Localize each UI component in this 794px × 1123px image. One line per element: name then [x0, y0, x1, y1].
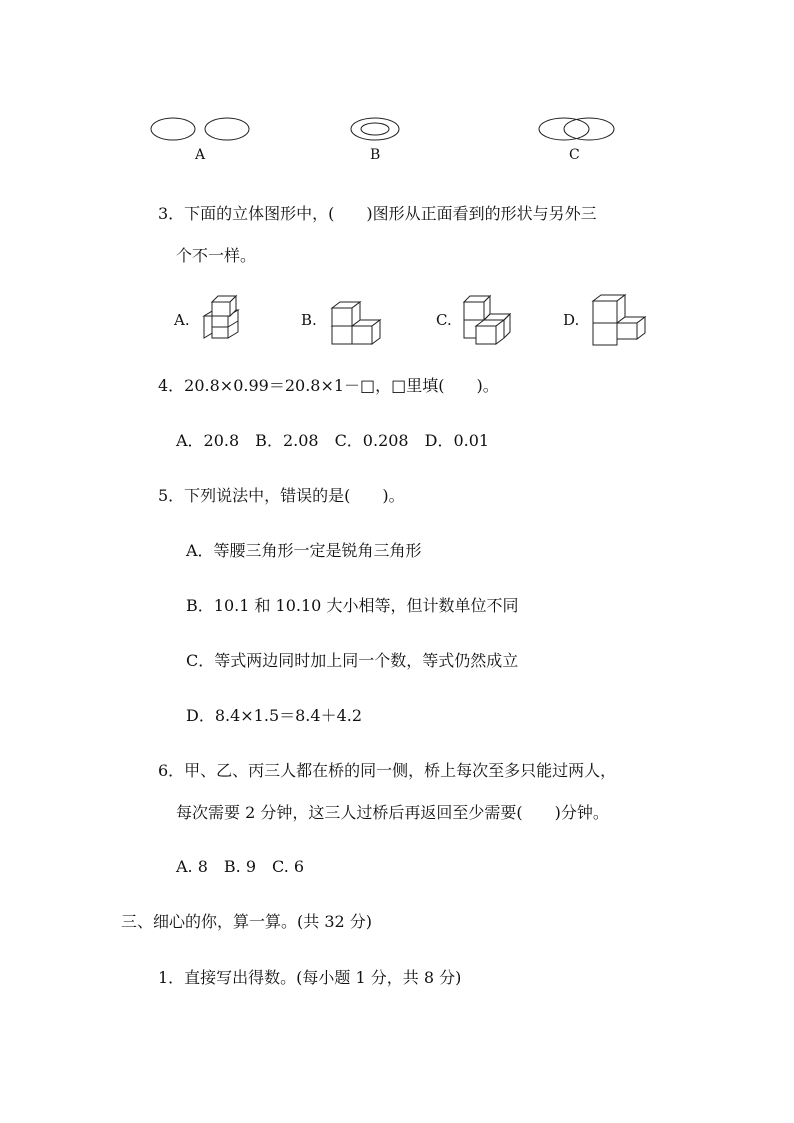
q4-stem: 4．20.8×0.99＝20.8×1－□，□里填( )。 [158, 376, 499, 395]
q3-option-c-label: C. [436, 311, 452, 329]
q2-option-a-figure [150, 117, 252, 143]
q3-option-b-label: B. [301, 311, 317, 329]
q2-a-ellipse-left [151, 118, 195, 140]
q6-stem-line2: 每次需要 2 分钟，这三人过桥后再返回至少需要( )分钟。 [176, 803, 609, 822]
q3-option-c-figure [462, 294, 512, 346]
q2-a-ellipse-right [205, 118, 249, 140]
q2-b-ellipse-inner [361, 123, 389, 135]
section3-q1: 1．直接写出得数。(每小题 1 分，共 8 分) [158, 968, 462, 987]
q4-options: A．20.8 B．2.08 C．0.208 D．0.01 [176, 431, 490, 450]
q2-label-b: B [370, 147, 381, 163]
q6-stem-line1: 6．甲、乙、丙三人都在桥的同一侧，桥上每次至多只能过两人， [158, 761, 617, 780]
q3-option-d-figure [591, 293, 649, 347]
q2-b-ellipse-outer [351, 118, 399, 140]
q2-label-c: C [569, 147, 580, 163]
q2-option-b-figure [350, 117, 400, 143]
q3-option-a-figure [202, 296, 250, 344]
q3-option-d-label: D. [563, 311, 580, 329]
q2-label-a: A [195, 147, 206, 163]
section3-title: 三、细心的你，算一算。(共 32 分) [121, 912, 373, 931]
q3-stem-line1: 3．下面的立体图形中，( )图形从正面看到的形状与另外三 [158, 204, 597, 223]
q5-option-a: A．等腰三角形一定是锐角三角形 [186, 541, 422, 560]
q5-stem: 5．下列说法中，错误的是( )。 [158, 486, 405, 505]
q5-option-c: C．等式两边同时加上同一个数，等式仍然成立 [186, 651, 519, 670]
q3-option-b-figure [330, 294, 386, 346]
q3-stem-line2: 个不一样。 [176, 246, 257, 265]
q3-option-a-label: A. [174, 311, 190, 329]
q6-options: A. 8 B. 9 C. 6 [176, 857, 305, 876]
q2-option-c-figure [538, 117, 616, 143]
q5-option-d: D．8.4×1.5＝8.4＋4.2 [186, 706, 363, 725]
q5-option-b: B．10.1 和 10.10 大小相等，但计数单位不同 [186, 596, 519, 615]
